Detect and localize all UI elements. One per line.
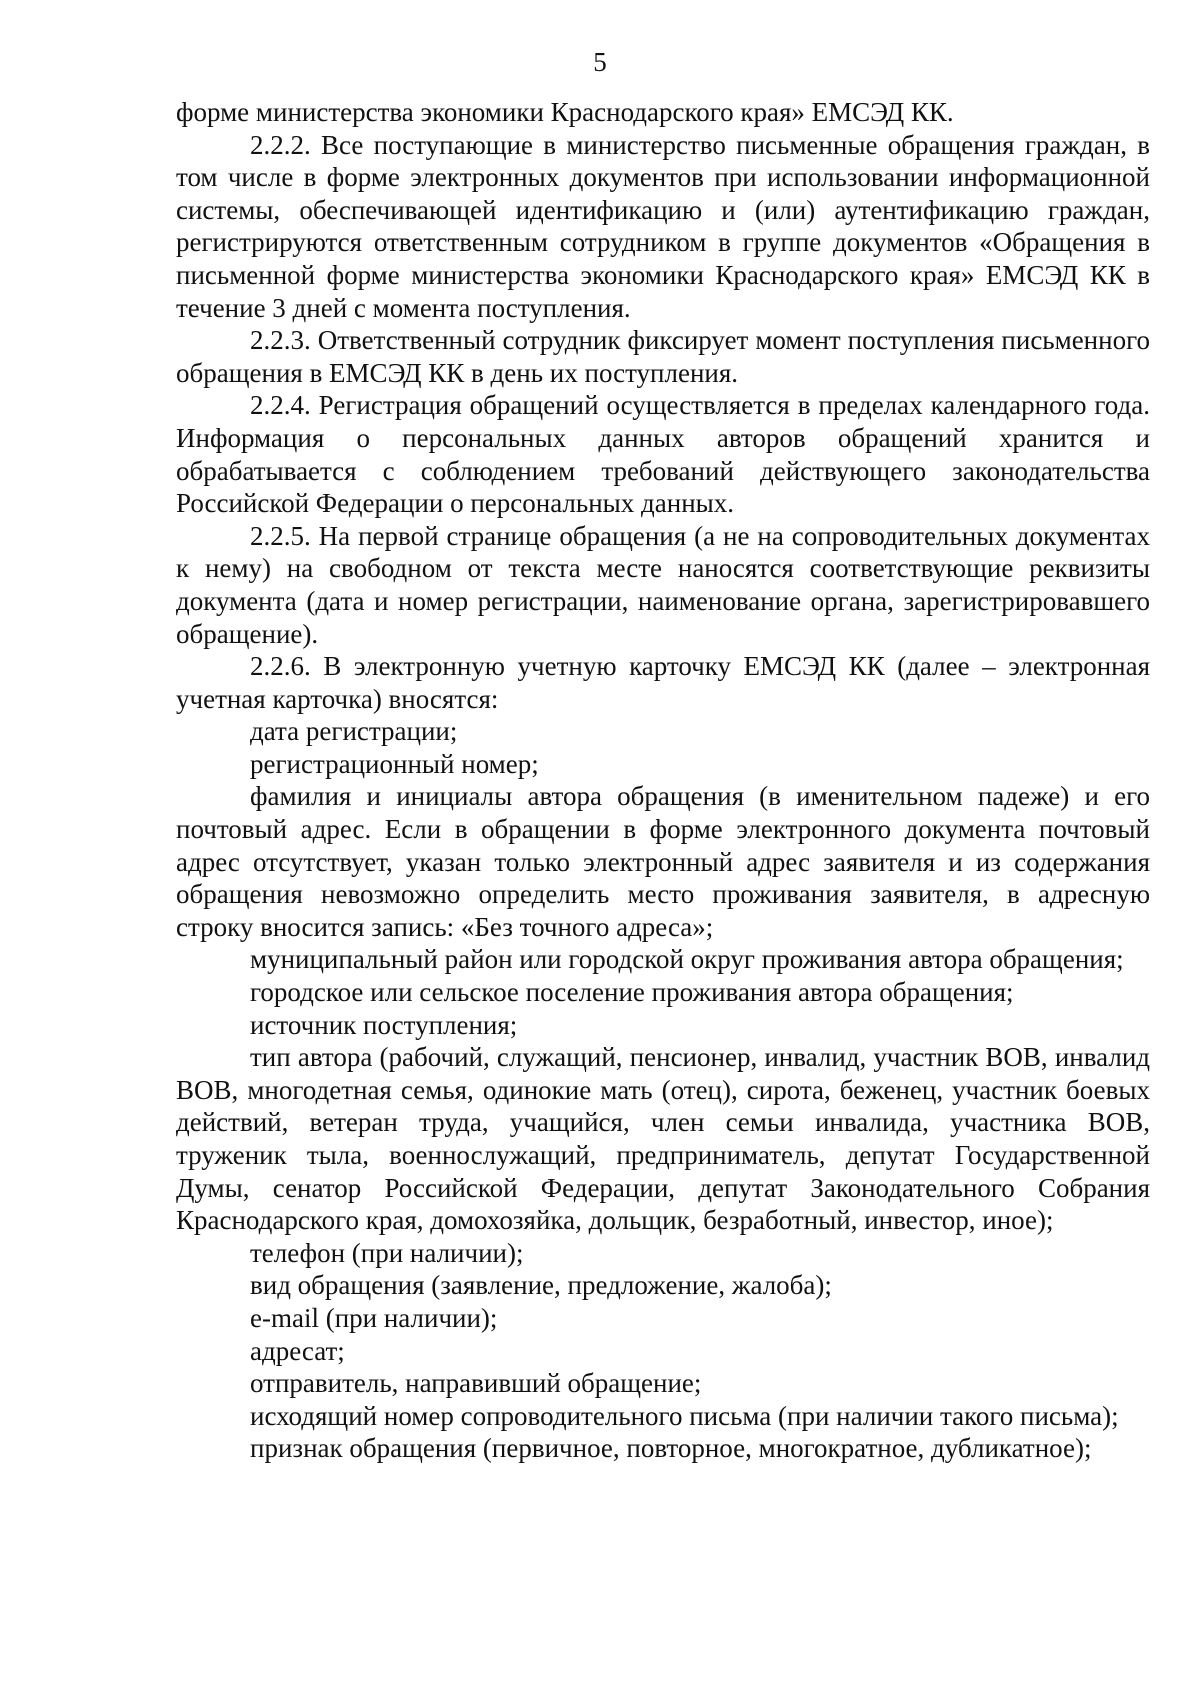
list-item-registration-number: регистрационный номер; (250, 748, 539, 779)
list-item-registration-date: дата регистрации; (250, 716, 458, 747)
list-item-settlement: городское или сельское поселение проживания автора обращения; (250, 977, 1014, 1008)
paragraph-continuation: форме министерства экономики Краснодарского края» ЕМСЭД КК. (176, 97, 954, 127)
paragraph-2-2-2: 2.2.2. Все поступающие в министерство письменные обращения граждан, в том числе в форме электронных документов при использовании информационной системы, обеспечивающей идентификацию и (или) аутентификацию граждан, регистрируются ответственным сотрудником в группе документов «Обращения в письменной форме министерства экономики Краснодарского края» ЕМСЭД КК в течение 3 дней с момента поступления. (176, 129, 1150, 323)
list-item-appeal-sign: признак обращения (первичное, повторное, многократное, дубликатное); (250, 1433, 1092, 1464)
list-item-source: источник поступления; (250, 1009, 518, 1040)
list-item-email: e-mail (при наличии); (250, 1302, 498, 1333)
paragraph-2-2-5: 2.2.5. На первой странице обращения (а не на сопроводительных документах к нему) на свободном от текста месте наносятся соответствующие реквизиты документа (дата и номер регистрации, наименование органа, зарегистрировавшего обращение). (176, 520, 1150, 649)
list-item-outgoing-number: исходящий номер сопроводительного письма (при наличии такого письма); (250, 1400, 1119, 1431)
list-item-municipal-district: муниципальный район или городской округ проживания автора обращения; (250, 944, 1124, 975)
document-body (176, 96, 1150, 1465)
list-item-appeal-kind: вид обращения (заявление, предложение, жалоба); (250, 1270, 832, 1301)
list-item-author-name-address: фамилия и инициалы автора обращения (в именительном падеже) и его почтовый адрес. Если в обращении в форме электронного документа почтовый адрес отсутствует, указан только электронный адрес заявителя и из содержания обращения невозможно определить место проживания заявителя, в адресную строку вносится запись: «Без точного адреса»; (176, 781, 1150, 942)
page-number: 5 (593, 47, 607, 77)
list-item-sender: отправитель, направивший обращение; (250, 1368, 702, 1399)
paragraph-2-2-4: 2.2.4. Регистрация обращений осуществляется в пределах календарного года. Информация о персональных данных авторов обращений хранится и обрабатывается с соблюдением требований действующего законодательства Российской Федерации о персональных данных. (176, 390, 1150, 519)
list-item-phone: телефон (при наличии); (250, 1237, 524, 1268)
list-item-author-type: тип автора (рабочий, служащий, пенсионер, инвалид, участник ВОВ, инвалид ВОВ, многодетная семья, одинокие мать (отец), сирота, беженец, участник боевых действий, ветеран труда, учащийся, член семьи инвалида, участника ВОВ, труженик тыла, военнослужащий, предприниматель, депутат Государственной Думы, сенатор Российской Федерации, депутат Законодательного Собрания Краснодарского края, домохозяйка, дольщик, безработный, инвестор, иное); (176, 1042, 1150, 1236)
paragraph-2-2-3: 2.2.3. Ответственный сотрудник фиксирует момент поступления письменного обращения в ЕМСЭД КК в день их поступления. (176, 325, 1150, 388)
list-item-addressee: адресат; (250, 1335, 345, 1366)
paragraph-2-2-6: 2.2.6. В электронную учетную карточку ЕМСЭД КК (далее – электронная учетная карточка) вносятся: (176, 651, 1150, 714)
